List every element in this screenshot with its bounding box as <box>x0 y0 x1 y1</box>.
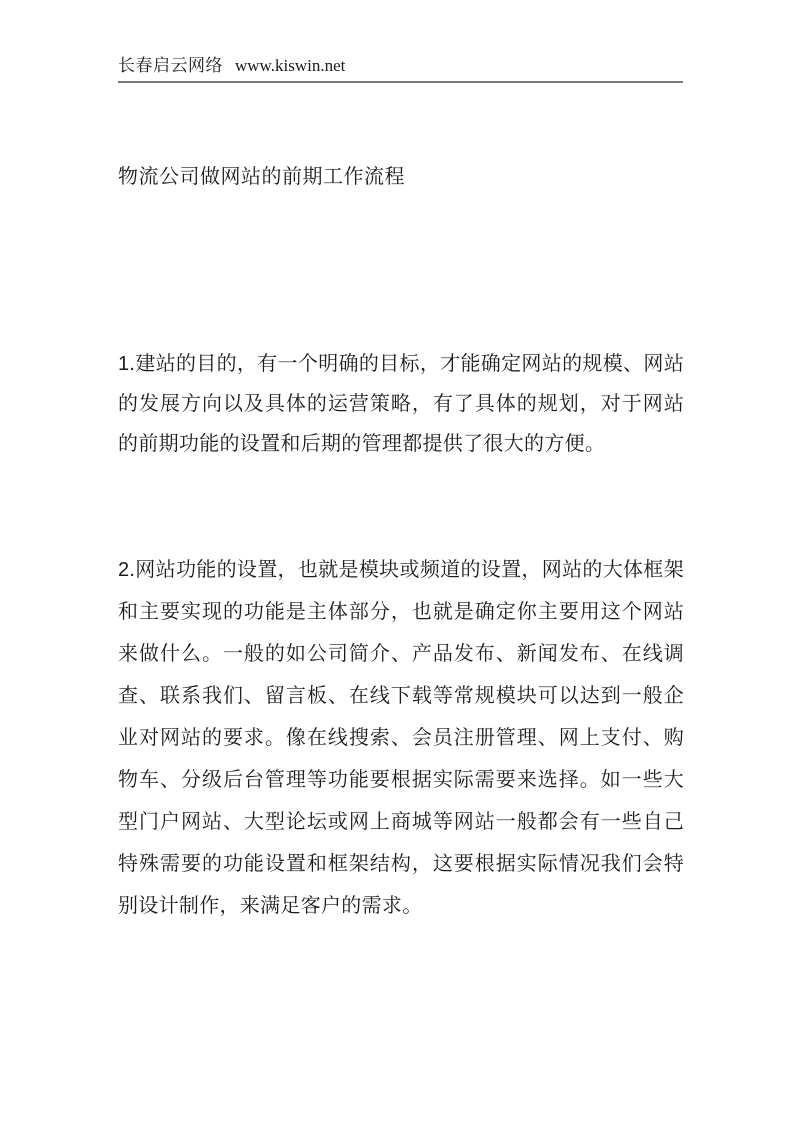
paragraph-1-number: 1. <box>118 353 136 375</box>
header-text <box>118 54 683 78</box>
paragraph-2 <box>118 549 684 927</box>
document-title: 物流公司做网站的前期工作流程 <box>118 166 405 188</box>
paragraph-2-text: 网站功能的设置，也就是模块或频道的设置，网站的大体框架和主要实现的功能是主体部分，也就是确定你主要用这个网站来做什么。一般的如公司简介、产品发布、新闻发布、在线调查、联系我们、留言板、在线下载等常规模块可以达到一般企业对网站的要求。像在线搜索、会员注册管理、网上支付、购物车、分级后台管理等功能要根据实际需要来选择。如一些大型门户网站、大型论坛或网上商城等网站一般都会有一些自己特殊需要的功能设置和框架结构，这要根据实际情况我们会特别设计制作，来满足客户的需求。 <box>118 559 684 917</box>
paragraph-1-text: 建站的目的，有一个明确的目标，才能确定网站的规模、网站的发展方向以及具体的运营策略，有了具体的规划，对于网站的前期功能的设置和后期的管理都提供了很大的方便。 <box>118 353 684 455</box>
page-header <box>118 54 683 83</box>
paragraph-2-number: 2. <box>118 559 136 581</box>
website-url: www.kiswin.net <box>235 56 346 75</box>
paragraph-1 <box>118 344 684 464</box>
header-divider <box>118 81 683 83</box>
company-name: 长春启云网络 <box>118 56 223 75</box>
